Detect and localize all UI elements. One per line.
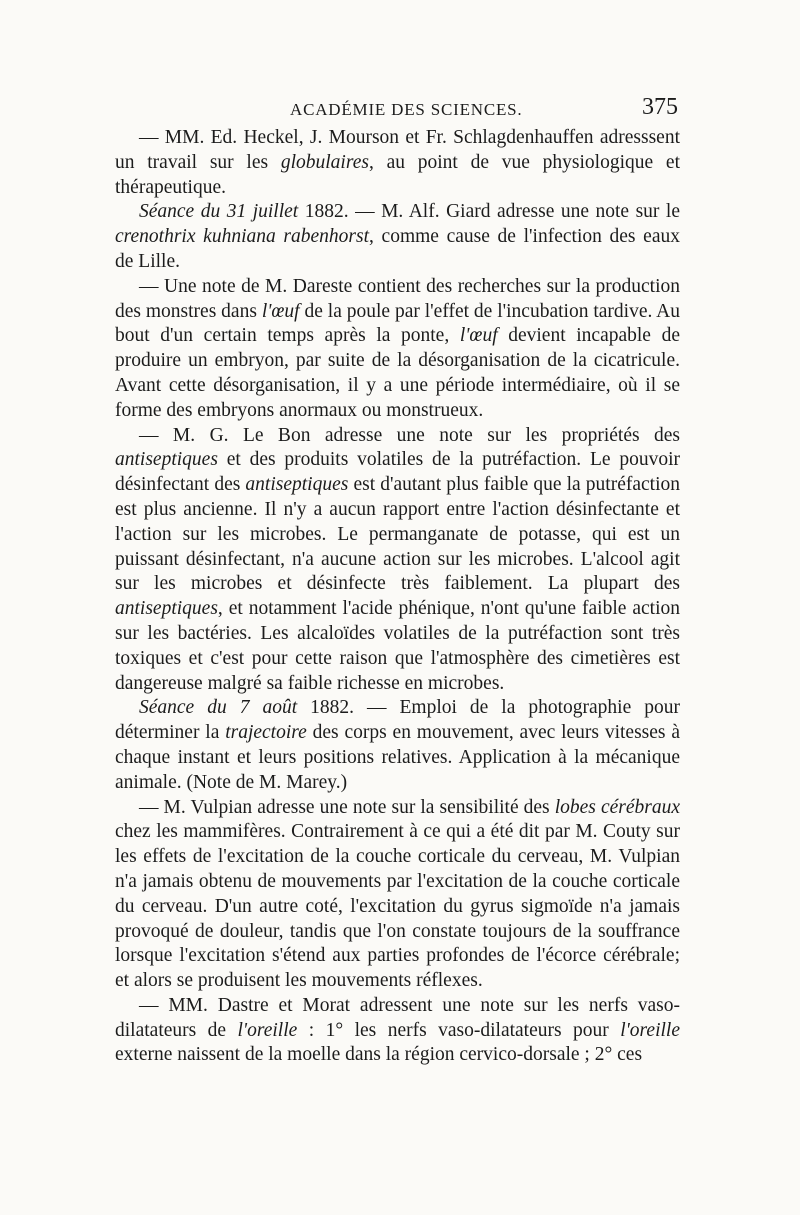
page-body: [115, 126, 680, 1068]
paragraph-vulpian: — M. Vulpian adresse une note sur la sensibilité des lobes cérébraux chez les mammifères. Contrairement à ce qui a été dit par M. Couty sur les effets de l'excitation de la couche corticale du cerveau, M. Vulpian n'a jamais obtenu de mouvements par l'excitation de la couche corticale du cerveau. D'un autre coté, l'excitation du gyrus sigmoïde n'a jamais provoqué de douleur, tandis que l'on constate toujours de la souffrance lorsque l'excitation s'étend aux parties profondes de l'écorce cérébrale; et alors se produisent les mouvements réflexes.: [115, 796, 680, 992]
running-header: [0, 96, 800, 126]
running-title: ACADÉMIE DES SCIENCES.: [290, 100, 523, 119]
page-number: 375: [642, 94, 678, 120]
paragraph-dareste: — Une note de M. Dareste contient des recherches sur la production des monstres dans l'œuf de la poule par l'effet de l'incubation tardive. Au bout d'un certain temps après la ponte, l'œuf devient incapable de produire un embryon, par suite de la désorganisation de la cicatricule. Avant cette désorganisation, il y a une période intermédiaire, où il se forme des embryons anormaux ou monstrueux.: [115, 275, 680, 421]
paragraph-seance-7-aout: Séance du 7 août 1882. — Emploi de la photographie pour déterminer la trajectoire des corps en mouvement, avec leurs vitesses à chaque instant et leurs positions relatives. Application à la mécanique animale. (Note de M. Marey.): [115, 697, 680, 793]
paragraph-dastre-morat: — MM. Dastre et Morat adressent une note sur les nerfs vaso-dilatateurs de l'oreille : 1° les nerfs vaso-dilatateurs pour l'oreille externe naissent de la moelle dans la région cervico-dorsale ; 2° ces: [115, 994, 680, 1066]
paragraph-le-bon: — M. G. Le Bon adresse une note sur les propriétés des antiseptiques et des produits volatiles de la putréfaction. Le pouvoir désinfectant des antiseptiques est d'autant plus faible que la putréfaction est plus ancienne. Il n'y a aucun rapport entre l'action désinfectante et l'action sur les microbes. Le permanganate de potasse, qui est un puissant désinfectant, n'a aucune action sur les microbes. L'alcool agit sur les microbes et désinfecte très faiblement. La plupart des antiseptiques, et notamment l'acide phénique, n'ont qu'une faible action sur les bactéries. Les alcaloïdes volatiles de la putréfaction sont très toxiques et c'est pour cette raison que l'atmosphère des cimetières est dangereuse malgré sa faible richesse en microbes.: [115, 424, 680, 694]
paragraph-seance-31-juillet: Séance du 31 juillet 1882. — M. Alf. Giard adresse une note sur le crenothrix kuhniana rabenhorst, comme cause de l'infection des eaux de Lille.: [115, 201, 680, 272]
paragraph-heckel: — MM. Ed. Heckel, J. Mourson et Fr. Schlagdenhauffen adresssent un travail sur les globulaires, au point de vue physiologique et thérapeutique.: [115, 127, 680, 198]
